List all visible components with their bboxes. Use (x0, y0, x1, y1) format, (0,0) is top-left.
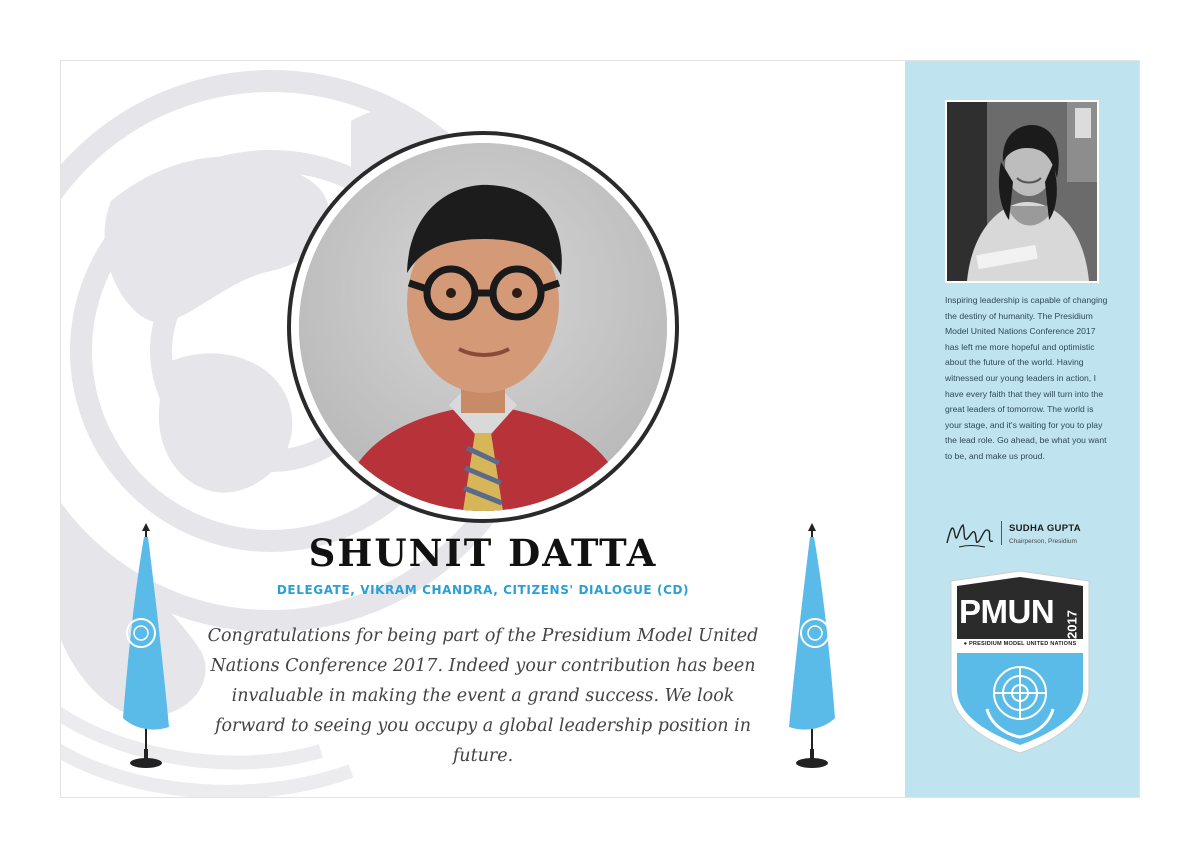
recipient-role: DELEGATE, VIKRAM CHANDRA, CITIZENS' DIALOGUE (CD) (276, 583, 690, 597)
badge-year-text: 2017 (1064, 610, 1080, 639)
portrait-frame (287, 131, 679, 523)
un-flag-left-icon (111, 523, 181, 773)
badge-subtitle: ● PRESIDIUM MODEL UNITED NATIONS (963, 641, 1077, 647)
signatory-title: Chairperson, Presidium (1009, 538, 1077, 545)
un-flag-right-icon (777, 523, 847, 773)
signature-divider (1001, 521, 1002, 545)
certificate (60, 60, 1140, 798)
chairperson-quote: Inspiring leadership is capable of changing the destiny of humanity. The Presidium Model United Nations Conference 2017 has left me more hopeful and optimistic about the future of the world. Having witnessed our young leaders in action, I have every faith that they will turn into the great leaders of tomorrow. The world is your stage, and it's waiting for you to play the lead role. Go ahead, be what you want to be, and make us proud. (945, 295, 1108, 461)
sidebar-panel (905, 61, 1139, 797)
recipient-name: SHUNIT DATTA (308, 531, 658, 575)
chairperson-photo (945, 100, 1099, 283)
main-panel (61, 61, 905, 797)
pmun-shield-logo-icon (945, 569, 1095, 755)
recipient-photo (299, 143, 667, 511)
congratulation-message: Congratulations for being part of the Presidium Model United Nations Conference 2017. Indeed your contribution has been invaluable in making the event a grand success. We look forward to seeing you occupy a global leadership position in future. (207, 626, 759, 766)
signatory-name: SUDHA GUPTA (1009, 523, 1081, 534)
badge-title: PMUN (959, 593, 1055, 630)
signature-image (945, 517, 995, 551)
